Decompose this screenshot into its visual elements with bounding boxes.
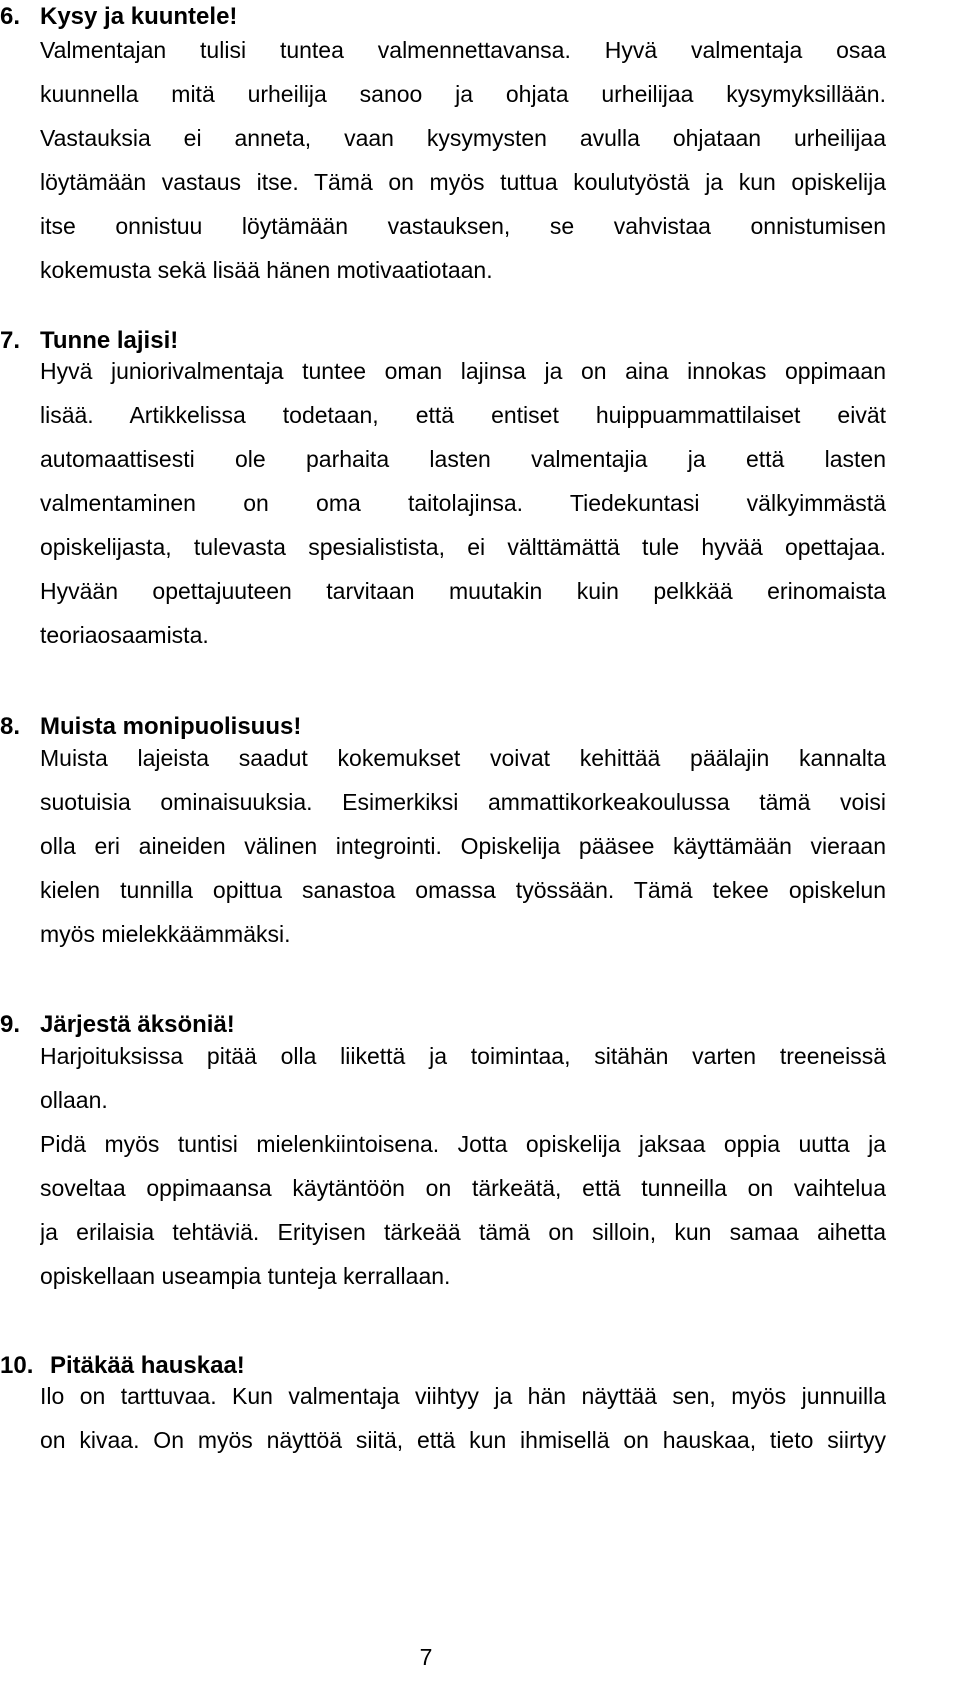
paragraph-line: on kivaa. On myös näyttöä siitä, että kun ihmisellä on hauskaa, tieto siirtyy	[40, 1427, 886, 1453]
paragraph-line: kokemusta sekä lisää hänen motivaatiotaan.	[40, 257, 493, 283]
paragraph-line: lisää. Artikkelissa todetaan, että entiset huippuammattilaiset eivät	[40, 402, 886, 428]
paragraph-line: ollaan.	[40, 1087, 108, 1113]
paragraph-line: soveltaa oppimaansa käytäntöön on tärkeätä, että tunneilla on vaihtelua	[40, 1175, 886, 1201]
paragraph-line: myös mielekkäämmäksi.	[40, 921, 291, 947]
paragraph-line: Pidä myös tuntisi mielenkiintoisena. Jotta opiskelija jaksaa oppia uutta ja	[40, 1131, 886, 1157]
section-title: Kysy ja kuuntele!	[40, 3, 238, 30]
paragraph-line: löytämään vastaus itse. Tämä on myös tuttua koulutyöstä ja kun opiskelija	[40, 169, 886, 195]
section-number: 6.	[0, 3, 21, 30]
section-number: 8.	[0, 713, 21, 740]
paragraph-line: Ilo on tarttuvaa. Kun valmentaja viihtyy ja hän näyttää sen, myös junnuilla	[40, 1383, 886, 1409]
section-number: 9.	[0, 1011, 21, 1038]
paragraph-line: teoriaosaamista.	[40, 622, 209, 648]
paragraph-line: Harjoituksissa pitää olla liikettä ja toimintaa, sitähän varten treeneissä	[40, 1043, 886, 1069]
paragraph-line: suotuisia ominaisuuksia. Esimerkiksi ammattikorkeakoulussa tämä voisi	[40, 789, 886, 815]
paragraph-line: automaattisesti ole parhaita lasten valmentajia ja että lasten	[40, 446, 886, 472]
section-title: Muista monipuolisuus!	[40, 713, 302, 740]
section-title: Järjestä äksöniä!	[40, 1011, 235, 1038]
paragraph-line: Valmentajan tulisi tuntea valmennettavansa. Hyvä valmentaja osaa	[40, 37, 886, 63]
paragraph-line: Vastauksia ei anneta, vaan kysymysten avulla ohjataan urheilijaa	[40, 125, 886, 151]
paragraph-line: kuunnella mitä urheilija sanoo ja ohjata urheilijaa kysymyksillään.	[40, 81, 886, 107]
paragraph-line: olla eri aineiden välinen integrointi. Opiskelija pääsee käyttämään vieraan	[40, 833, 886, 859]
section-title: Tunne lajisi!	[40, 327, 179, 354]
paragraph-line: Muista lajeista saadut kokemukset voivat kehittää päälajin kannalta	[40, 745, 886, 771]
page-number: 7	[419, 1644, 433, 1670]
paragraph-line: ja erilaisia tehtäviä. Erityisen tärkeää tämä on silloin, kun samaa aihetta	[40, 1219, 886, 1245]
paragraph-line: Hyvä juniorivalmentaja tuntee oman lajinsa ja on aina innokas oppimaan	[40, 358, 886, 384]
paragraph-line: opiskelijasta, tulevasta spesialistista, ei välttämättä tule hyvää opettajaa.	[40, 534, 886, 560]
paragraph-line: valmentaminen on oma taitolajinsa. Tiedekuntasi välkyimmästä	[40, 490, 886, 516]
paragraph-line: kielen tunnilla opittua sanastoa omassa työssään. Tämä tekee opiskelun	[40, 877, 886, 903]
paragraph-line: Hyvään opettajuuteen tarvitaan muutakin kuin pelkkää erinomaista	[40, 578, 886, 604]
section-number: 7.	[0, 327, 21, 354]
paragraph-line: opiskellaan useampia tunteja kerrallaan.	[40, 1263, 451, 1289]
section-number: 10.	[0, 1352, 34, 1379]
section-title: Pitäkää hauskaa!	[50, 1352, 245, 1379]
paragraph-line: itse onnistuu löytämään vastauksen, se vahvistaa onnistumisen	[40, 213, 886, 239]
